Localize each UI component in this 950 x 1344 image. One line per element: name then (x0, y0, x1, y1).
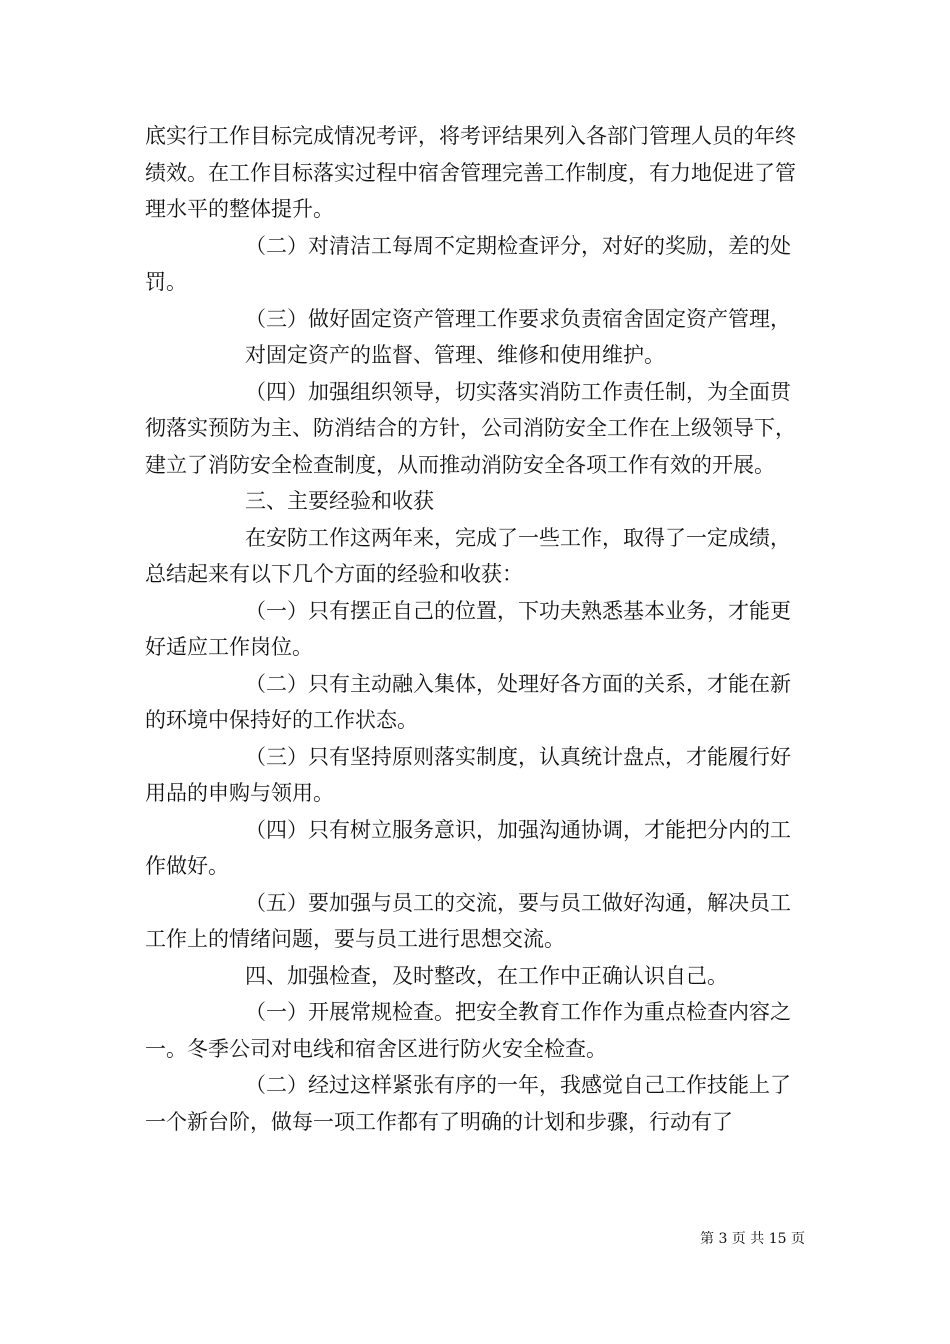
paragraph-item-4-fire-safety: （四）加强组织领导，切实落实消防工作责任制，为全面贯彻落实预防为主、防消结合的方针，公司消防安全工作在上级领导下，建立了消防安全检查制度，从而推动消防安全各项工作有效的开展。 (145, 379, 796, 477)
paragraph-continuation: 底实行工作目标完成情况考评，将考评结果列入各部门管理人员的年终绩效。在工作目标落实过程中宿舍管理完善工作制度，有力地促进了管理水平的整体提升。 (145, 124, 796, 221)
paragraph-lesson-1: （一）只有摆正自己的位置，下功夫熟悉基本业务，才能更好适应工作岗位。 (145, 598, 791, 659)
paragraph-item-3-assets-continued: 对固定资产的监督、管理、维修和使用维护。 (245, 343, 665, 367)
paragraph-lesson-4: （四）只有树立服务意识，加强沟通协调，才能把分内的工作做好。 (145, 817, 791, 878)
paragraph-summary-intro: 在安防工作这两年来，完成了一些工作，取得了一定成绩，总结起来有以下几个方面的经验和收获： (145, 525, 791, 586)
paragraph-lesson-3: （三）只有坚持原则落实制度，认真统计盘点，才能履行好用品的申购与领用。 (145, 744, 791, 805)
page-number-footer: 第 3 页 共 15 页 (700, 1231, 805, 1247)
section-heading-3: 三、主要经验和收获 (245, 489, 434, 513)
paragraph-lesson-5: （五）要加强与员工的交流，要与员工做好沟通，解决员工工作上的情绪问题，要与员工进行思想交流。 (145, 890, 791, 951)
paragraph-inspection-2: （二）经过这样紧张有序的一年，我感觉自己工作技能上了一个新台阶，做每一项工作都有了明确的计划和步骤，行动有了 (145, 1073, 791, 1134)
paragraph-item-3-assets: （三）做好固定资产管理工作要求负责宿舍固定资产管理， (245, 306, 791, 331)
paragraph-inspection-1: （一）开展常规检查。把安全教育工作作为重点检查内容之一。冬季公司对电线和宿舍区进行防火安全检查。 (145, 1000, 791, 1061)
paragraph-item-2-cleaning: （二）对清洁工每周不定期检查评分，对好的奖励，差的处罚。 (145, 233, 791, 294)
paragraph-lesson-2: （二）只有主动融入集体，处理好各方面的关系，才能在新的环境中保持好的工作状态。 (145, 671, 791, 732)
document-body (145, 118, 810, 1140)
section-heading-4: 四、加强检查，及时整改，在工作中正确认识自己。 (245, 963, 728, 988)
